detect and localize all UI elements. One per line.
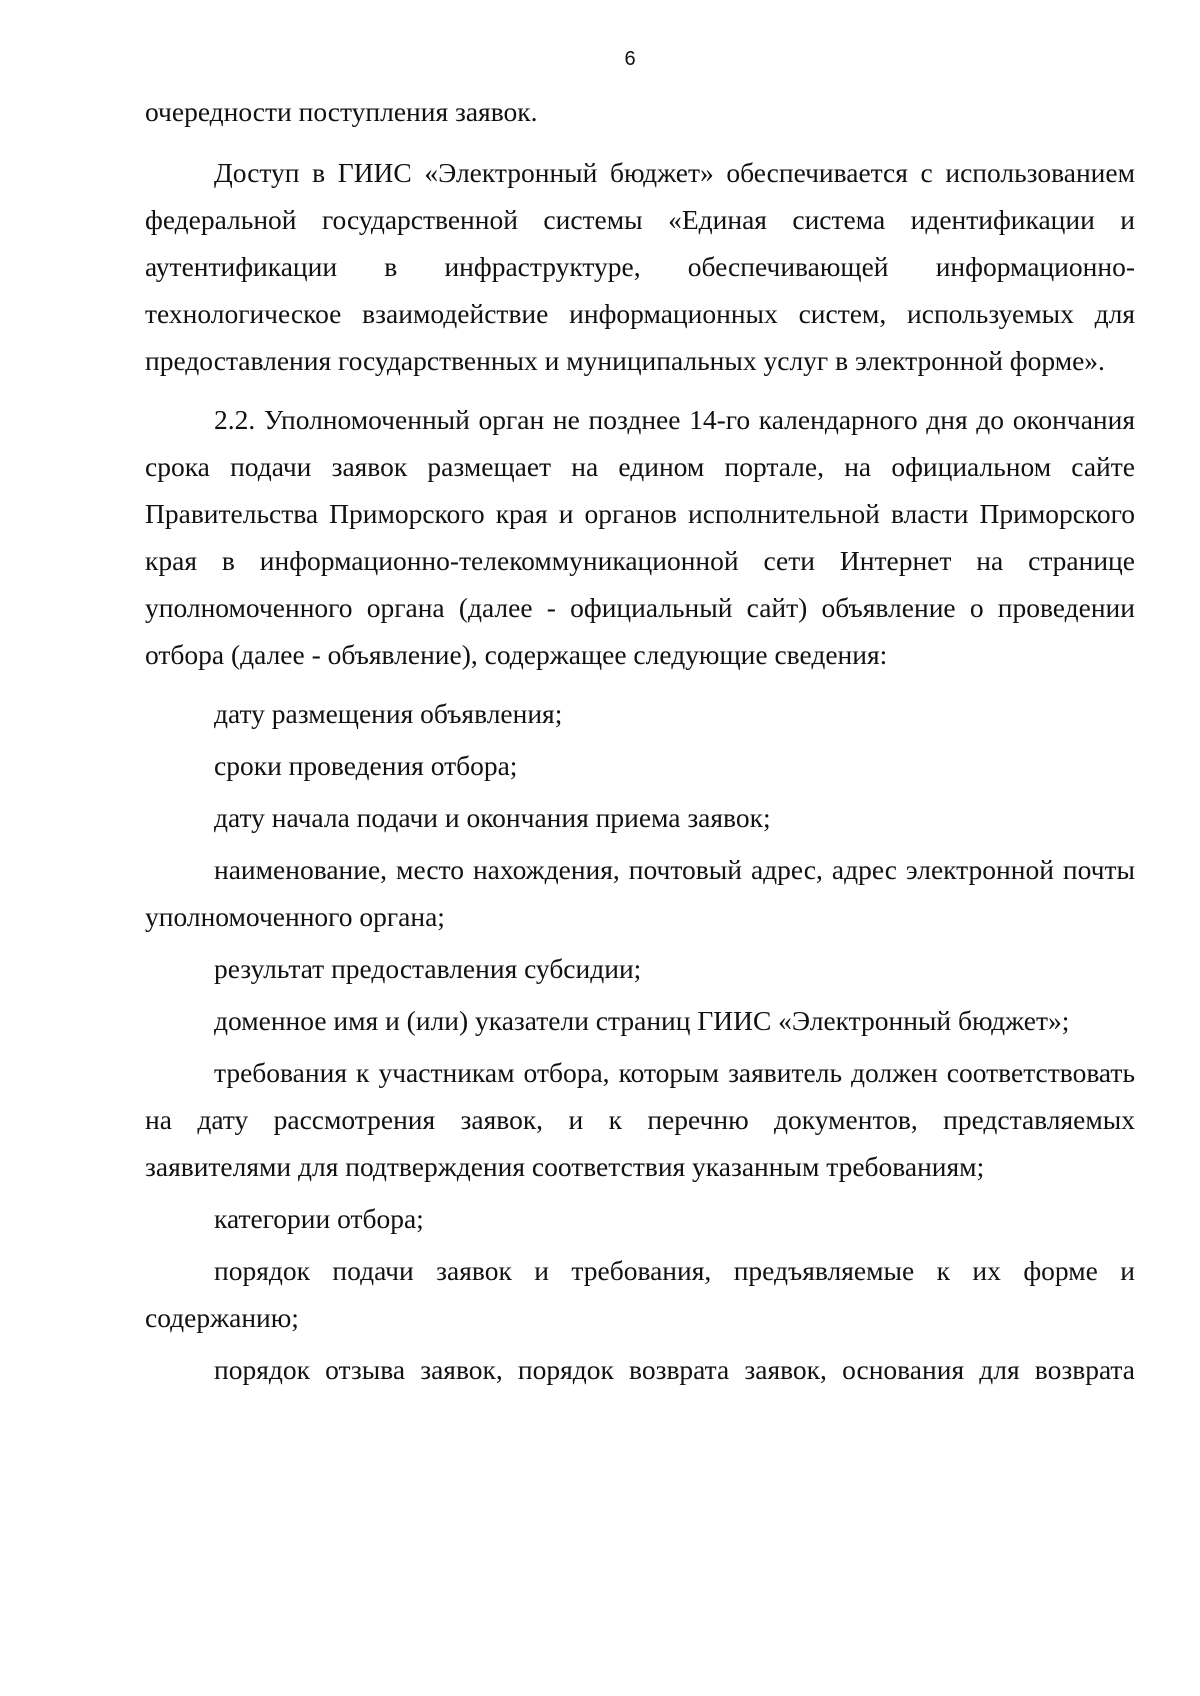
- page-number: 6: [624, 48, 636, 70]
- list-item: наименование, место нахождения, почтовый адрес, адрес электронной почты уполномоченного органа;: [145, 854, 1135, 932]
- list-item: порядок отзыва заявок, порядок возврата заявок, основания для возврата: [214, 1354, 1135, 1385]
- list-item: сроки проведения отбора;: [214, 750, 518, 781]
- list-item: дату начала подачи и окончания приема заявок;: [214, 802, 771, 833]
- list-item: результат предоставления субсидии;: [214, 953, 642, 984]
- paragraph-giis-access: Доступ в ГИИС «Электронный бюджет» обеспечивается с использованием федеральной государственной системы «Единая система идентификации и аутентификации в инфраструктуре, обеспечивающей информационно-технологическое взаимодействие информационных систем, используемых для предоставления государственных и муниципальных услуг в электронной форме».: [145, 157, 1135, 376]
- paragraph-continuation: очередности поступления заявок.: [145, 96, 538, 127]
- list-item: требования к участникам отбора, которым заявитель должен соответствовать на дату рассмотрения заявок, и к перечню документов, представляемых заявителями для подтверждения соответствия указанным требованиям;: [145, 1057, 1135, 1182]
- paragraph-2-2: 2.2. Уполномоченный орган не позднее 14-го календарного дня до окончания срока подачи заявок размещает на едином портале, на официальном сайте Правительства Приморского края и органов исполнительной власти Приморского края в информационно-телекоммуникационной сети Интернет на странице уполномоченного органа (далее - официальный сайт) объявление о проведении отбора (далее - объявление), содержащее следующие сведения:: [145, 404, 1135, 670]
- list-item: порядок подачи заявок и требования, предъявляемые к их форме и содержанию;: [145, 1255, 1135, 1333]
- list-item: дату размещения объявления;: [214, 698, 563, 729]
- document-body: [145, 88, 1135, 1398]
- list-item: доменное имя и (или) указатели страниц ГИИС «Электронный бюджет»;: [214, 1005, 1070, 1036]
- list-item: категории отбора;: [214, 1203, 424, 1234]
